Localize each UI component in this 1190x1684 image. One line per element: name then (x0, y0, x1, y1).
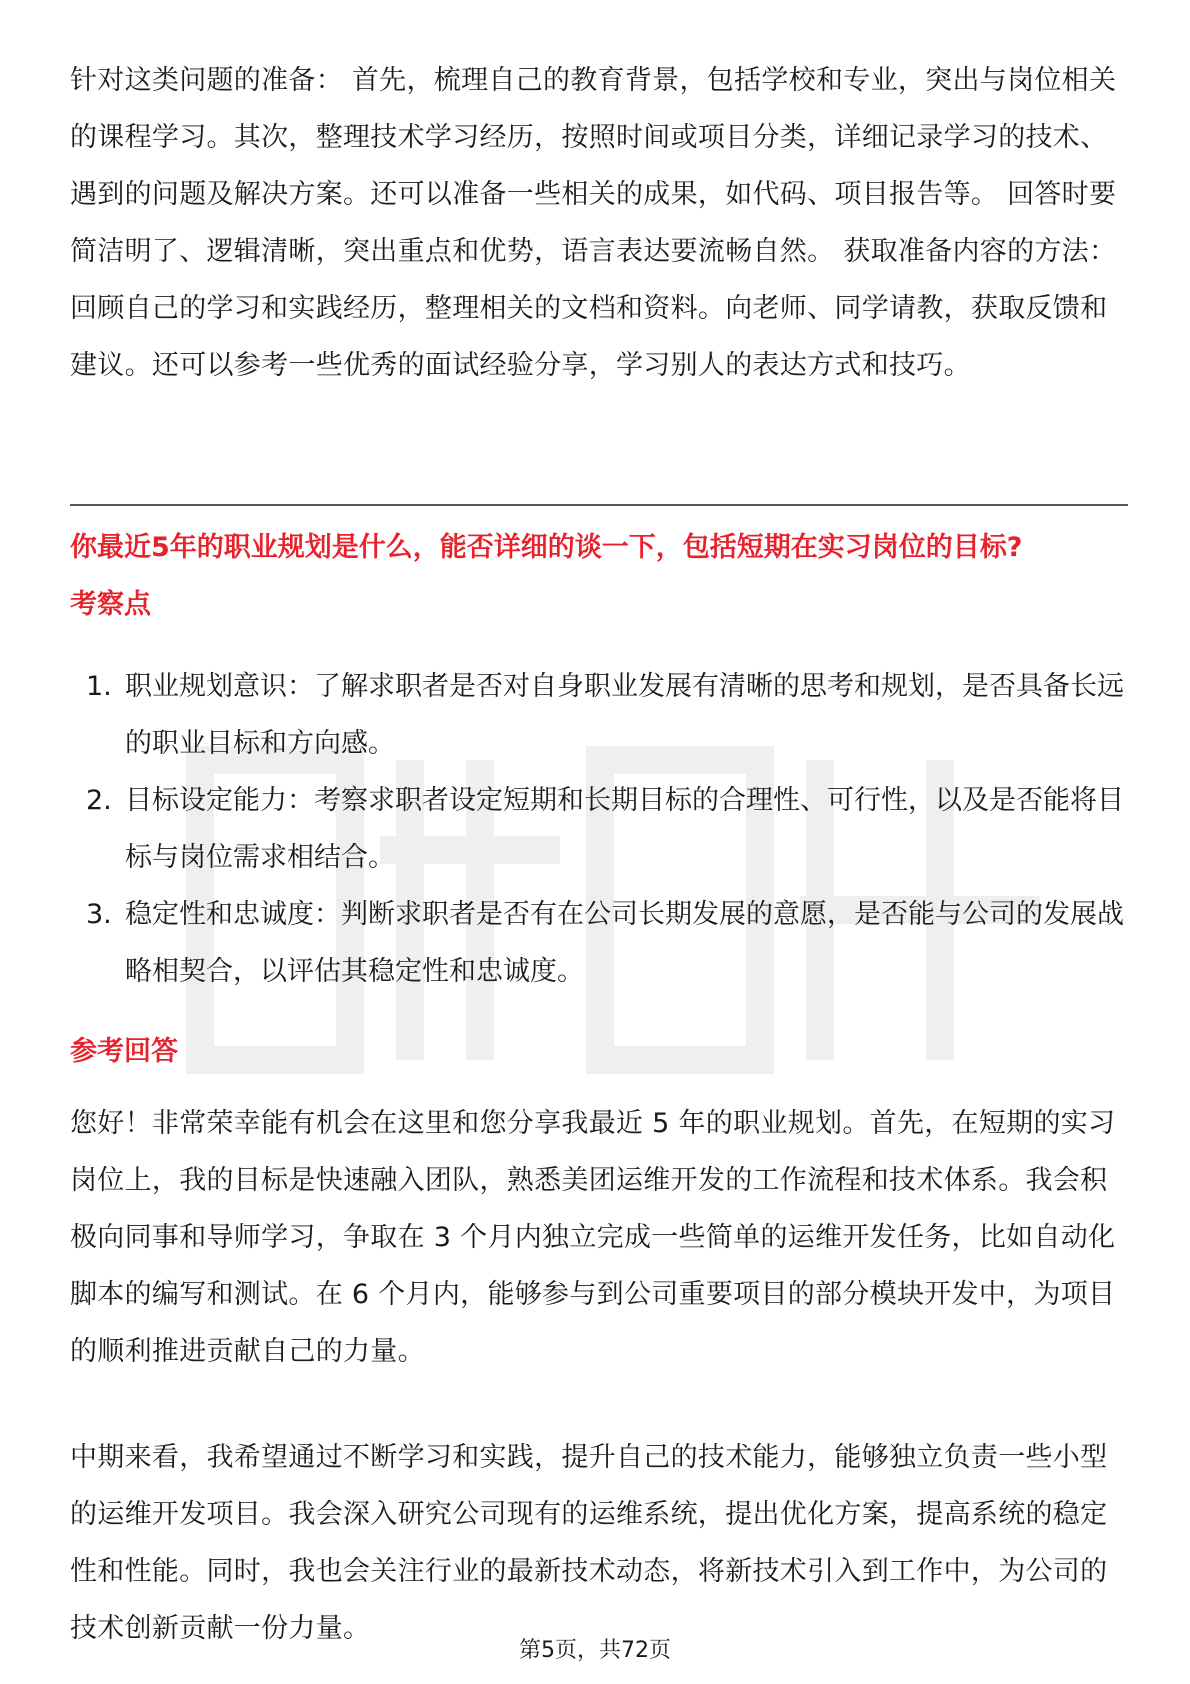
list-item (70, 658, 1130, 772)
list-item-number: 2. (86, 785, 112, 816)
answer-heading: 参考回答 (70, 1036, 178, 1067)
answer-paragraph-1: 您好！非常荣幸能有机会在这里和您分享我最近 5 年的职业规划。首先，在短期的实习岗位上，我的目标是快速融入团队，熟悉美团运维开发的工作流程和技术体系。我会积极向同事和导师学习，争取在 3 个月内独立完成一些简单的运维开发任务，比如自动化脚本的编写和测试。在 6 个月内，能够参与到公司重要项目的部分模块开发中，为项目的顺利推进贡献自己的力量。 (70, 1108, 1116, 1367)
question-heading: 你最近5年的职业规划是什么，能否详细的谈一下，包括短期在实习岗位的目标? (70, 532, 1023, 563)
list-item-number: 3. (86, 899, 112, 930)
answer-paragraph-2: 中期来看，我希望通过不断学习和实践，提升自己的技术能力，能够独立负责一些小型的运维开发项目。我会深入研究公司现有的运维系统，提出优化方案，提高系统的稳定性和性能。同时，我也会关注行业的最新技术动态，将新技术引入到工作中，为公司的技术创新贡献一份力量。 (70, 1442, 1108, 1644)
list-item (70, 886, 1130, 1000)
points-heading: 考察点 (70, 589, 151, 620)
list-item-text: 目标设定能力：考察求职者设定短期和长期目标的合理性、可行性，以及是否能将目标与岗位需求相结合。 (125, 785, 1124, 873)
list-item-number: 1. (86, 671, 112, 702)
intro-paragraph: 针对这类问题的准备： 首先，梳理自己的教育背景，包括学校和专业，突出与岗位相关的课程学习。其次，整理技术学习经历，按照时间或项目分类，详细记录学习的技术、遇到的问题及解决方案。还可以准备一些相关的成果，如代码、项目报告等。 回答时要简洁明了、逻辑清晰，突出重点和优势，语言表达要流畅自然。 获取准备内容的方法：回顾自己的学习和实践经历，整理相关的文档和资料。向老师、同学请教，获取反馈和建议。还可以参考一些优秀的面试经验分享，学习别人的表达方式和技巧。 (70, 65, 1117, 381)
section-divider (70, 504, 1128, 506)
page-number-footer: 第5页，共72页 (519, 1638, 671, 1663)
list-item (70, 772, 1130, 886)
list-item-text: 稳定性和忠诚度：判断求职者是否有在公司长期发展的意愿，是否能与公司的发展战略相契合，以评估其稳定性和忠诚度。 (125, 899, 1124, 987)
list-item-text: 职业规划意识：了解求职者是否对自身职业发展有清晰的思考和规划，是否具备长远的职业目标和方向感。 (125, 671, 1124, 759)
points-list (70, 658, 1130, 1000)
